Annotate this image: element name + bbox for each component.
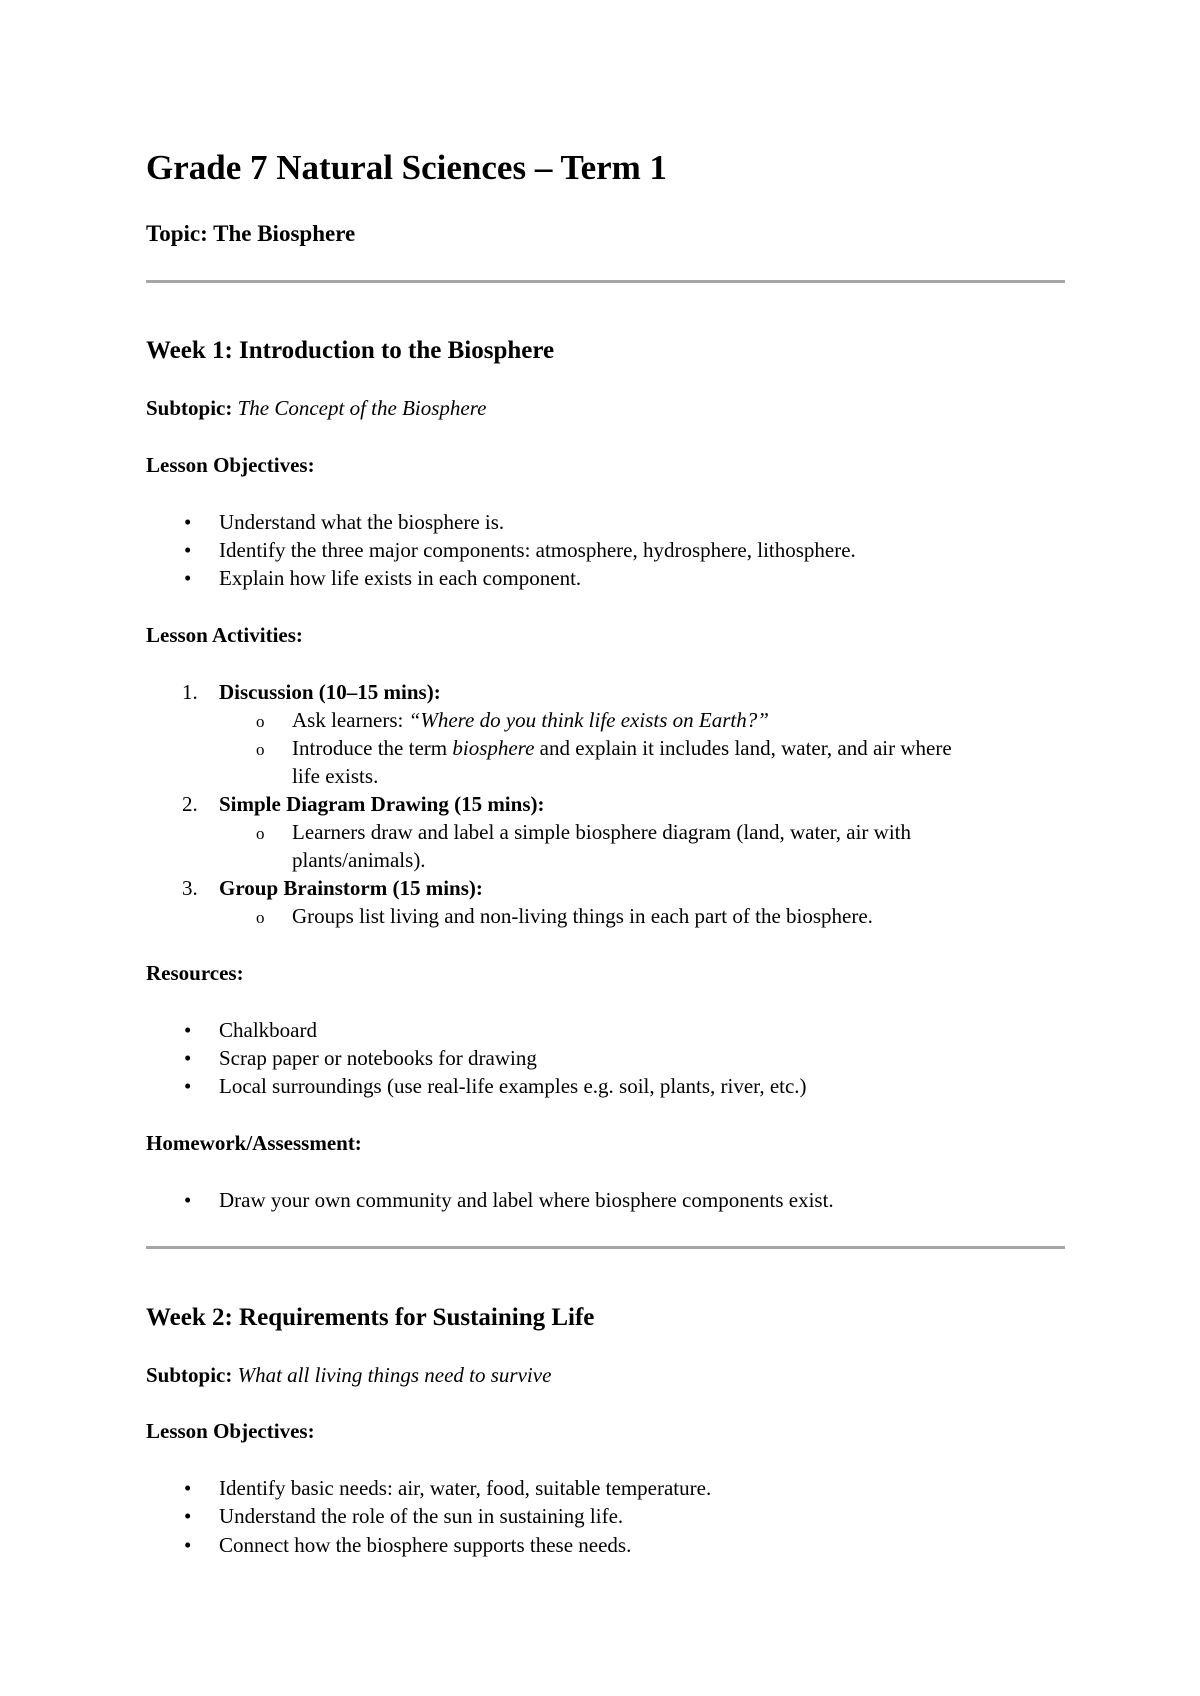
activity-number: 2. bbox=[182, 792, 198, 816]
list-item: Identify the three major components: atmosphere, hydrosphere, lithosphere. bbox=[219, 538, 856, 562]
document-title: Grade 7 Natural Sciences – Term 1 bbox=[146, 148, 668, 187]
week1-subtopic bbox=[146, 398, 486, 419]
bullet-marker: • bbox=[184, 1046, 192, 1070]
sub-list-item-continuation: life exists. bbox=[292, 764, 379, 788]
list-item: Scrap paper or notebooks for drawing bbox=[219, 1046, 537, 1070]
activity-number: 3. bbox=[182, 876, 198, 900]
sub-item-post: and explain it includes land, water, and air where bbox=[534, 736, 952, 760]
list-item: Identify basic needs: air, water, food, suitable temperature. bbox=[219, 1476, 712, 1500]
bullet-marker: • bbox=[184, 1074, 192, 1098]
week1-resources-heading: Resources: bbox=[146, 961, 244, 985]
sub-bullet-marker: o bbox=[256, 908, 265, 927]
bullet-marker: • bbox=[184, 1504, 192, 1528]
list-item: Local surroundings (use real-life examples e.g. soil, plants, river, etc.) bbox=[219, 1074, 807, 1098]
week2-subtopic bbox=[146, 1365, 551, 1386]
sub-list-item: Groups list living and non-living things in each part of the biosphere. bbox=[292, 904, 873, 928]
activity-title: Group Brainstorm (15 mins): bbox=[219, 876, 483, 900]
section-divider bbox=[146, 280, 1065, 283]
bullet-marker: • bbox=[184, 1188, 192, 1212]
sub-bullet-marker: o bbox=[256, 740, 265, 759]
list-item: Chalkboard bbox=[219, 1018, 317, 1042]
list-item: Understand the role of the sun in sustaining life. bbox=[219, 1504, 624, 1528]
week1-activities-heading: Lesson Activities: bbox=[146, 623, 303, 647]
topic-value: The Biosphere bbox=[213, 221, 356, 246]
list-item: Explain how life exists in each component. bbox=[219, 566, 582, 590]
subtopic-value: What all living things need to survive bbox=[237, 1363, 552, 1387]
week1-heading: Week 1: Introduction to the Biosphere bbox=[146, 337, 555, 364]
bullet-marker: • bbox=[184, 1533, 192, 1557]
week1-objectives-heading: Lesson Objectives: bbox=[146, 453, 315, 477]
activity-title: Discussion (10–15 mins): bbox=[219, 680, 441, 704]
bullet-marker: • bbox=[184, 538, 192, 562]
sub-list-item: Learners draw and label a simple biosphere diagram (land, water, air with bbox=[292, 820, 911, 844]
list-item: Connect how the biosphere supports these needs. bbox=[219, 1533, 632, 1557]
sub-item-emphasis: biosphere bbox=[452, 736, 535, 760]
week1-homework-heading: Homework/Assessment: bbox=[146, 1131, 362, 1155]
sub-item-pre: Introduce the term bbox=[292, 736, 453, 760]
subtopic-value: The Concept of the Biosphere bbox=[237, 396, 487, 420]
sub-list-item bbox=[292, 738, 952, 759]
sub-bullet-marker: o bbox=[256, 824, 265, 843]
week2-objectives-heading: Lesson Objectives: bbox=[146, 1419, 315, 1443]
bullet-marker: • bbox=[184, 510, 192, 534]
sub-item-prefix: Ask learners: bbox=[292, 708, 409, 732]
sub-bullet-marker: o bbox=[256, 712, 265, 731]
sub-item-quote: “Where do you think life exists on Earth?” bbox=[408, 708, 769, 732]
topic-line bbox=[146, 222, 355, 245]
list-item: Understand what the biosphere is. bbox=[219, 510, 505, 534]
sub-list-item bbox=[292, 710, 769, 731]
bullet-marker: • bbox=[184, 566, 192, 590]
subtopic-label: Subtopic: bbox=[146, 1363, 233, 1387]
topic-label: Topic: bbox=[146, 221, 208, 246]
subtopic-label: Subtopic: bbox=[146, 396, 233, 420]
activity-number: 1. bbox=[182, 680, 198, 704]
bullet-marker: • bbox=[184, 1018, 192, 1042]
sub-list-item-continuation: plants/animals). bbox=[292, 848, 426, 872]
activity-title: Simple Diagram Drawing (15 mins): bbox=[219, 792, 545, 816]
week2-heading: Week 2: Requirements for Sustaining Life bbox=[146, 1304, 595, 1331]
bullet-marker: • bbox=[184, 1476, 192, 1500]
section-divider bbox=[146, 1246, 1065, 1249]
list-item: Draw your own community and label where biosphere components exist. bbox=[219, 1188, 834, 1212]
